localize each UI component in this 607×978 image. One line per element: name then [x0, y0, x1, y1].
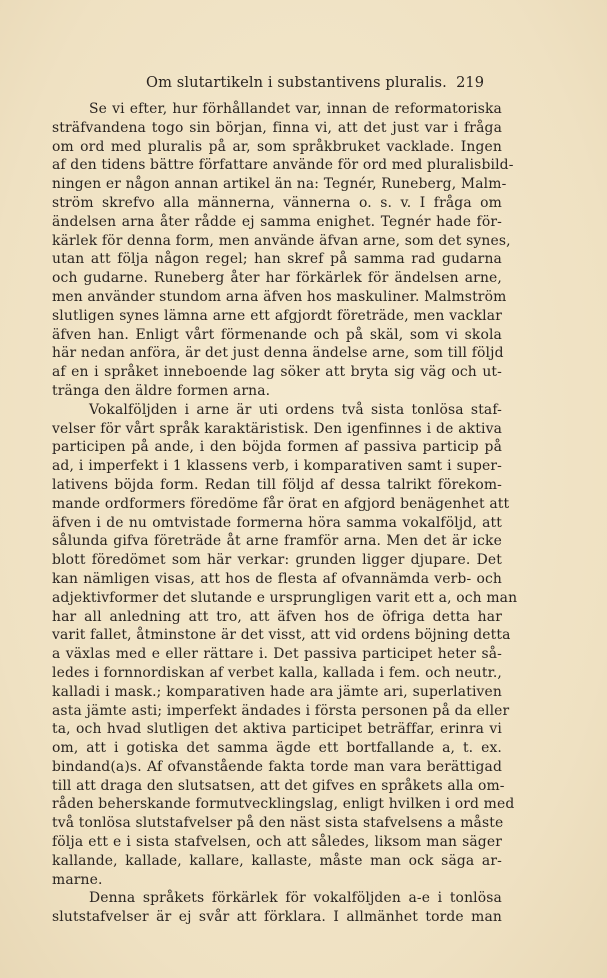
text-line: a växlas med e eller rättare i. Det passiva participet heter så-: [52, 646, 502, 663]
text-line: Se vi efter, hur förhållandet var, innan de reformatoriska: [89, 101, 502, 117]
text-line: af en i språket inneboende lag söker att bryta sig väg och ut-: [52, 364, 502, 381]
text-line: ledes i fornnordiskan af verbet kalla, kallada i fem. och neutr.,: [52, 664, 502, 681]
text-line: kallande, kallade, kallare, kallaste, måste man ock säga ar-: [52, 852, 502, 869]
text-line: participen på ande, i den böjda formen af passiva particip på: [52, 439, 502, 456]
text-line: äfven han. Enligt vårt förmenande och på skäl, som vi skola: [52, 326, 502, 343]
text-line: ändelsen arna åter rådde ej samma enighet. Tegnér hade för-: [52, 213, 502, 230]
text-line: om, att i gotiska det samma ägde ett bortfallande a, t. ex.: [52, 740, 502, 757]
text-line: följa ett e i sista stafvelsen, och att således, liksom man säger: [52, 834, 502, 851]
text-line: ta, och hvad slutligen det aktiva participet beträffar, erinra vi: [52, 721, 502, 738]
running-header: [88, 73, 484, 93]
text-line: adjektivformer det slutande e ursprungligen varit ett a, och man: [52, 589, 518, 606]
text-line: lativens böjda form. Redan till följd af dessa talrikt förekom-: [52, 476, 502, 493]
text-line: till att draga den slutsatsen, att det gifves en språkets alla om-: [52, 777, 505, 794]
text-line: tränga den äldre formen arna.: [52, 382, 271, 399]
text-line: råden beherskande formutvecklingslag, enligt hvilken i ord med: [52, 796, 515, 813]
text-line: äfven i de nu omtvistade formerna höra samma vokalföljd, att: [52, 514, 502, 531]
text-line: om ord med pluralis på ar, som språkbruket vacklade. Ingen: [52, 138, 502, 155]
text-line: slutligen synes lämna arne ett afgjordt företräde, men vacklar: [52, 307, 502, 324]
text-line: har all anledning att tro, att äfven hos de öfriga detta har: [52, 608, 502, 625]
body-text: [52, 100, 518, 927]
running-title: Om slutartikeln i substantivens pluralis.: [146, 74, 447, 91]
text-line: asta jämte asti; imperfekt ändades i första personen på da eller: [52, 702, 510, 719]
text-line: sträfvandena togo sin början, finna vi, att det just var i fråga: [52, 119, 502, 136]
text-line: två tonlösa slutstafvelser på den näst sista stafvelsens a måste: [52, 815, 504, 832]
text-line: kan nämligen visas, att hos de flesta af ofvannämda verb- och: [52, 570, 502, 587]
text-line: marne.: [52, 871, 103, 888]
text-line: velser för vårt språk karaktäristisk. Den igenfinnes i de aktiva: [52, 420, 502, 437]
text-line: här nedan anföra, är det just denna ändelse arne, som till följd: [52, 345, 504, 362]
text-line: kärlek för denna form, men använde äfvan arne, som det synes,: [52, 232, 511, 249]
text-line: ningen er någon annan artikel än na: Tegnér, Runeberg, Malm-: [52, 176, 507, 193]
text-line: utan att följa någon regel; han skref på samma rad gudarna: [52, 251, 502, 268]
text-line: varit fallet, åtminstone är det visst, att vid ordens böjning detta: [52, 627, 511, 644]
page-number: 219: [456, 74, 484, 91]
text-line: slutstafvelser är ej svår att förklara. I allmänhet torde man: [52, 909, 502, 926]
text-line: bindand(a)s. Af ofvanstående fakta torde man vara berättigad: [52, 758, 502, 775]
text-line: sålunda gifva företräde åt arne framför arna. Men det är icke: [52, 533, 502, 550]
text-line: mande ordformers föredöme får örat en afgjord benägenhet att: [52, 495, 510, 512]
text-line: blott föredömet som här verkar: grunden ligger djupare. Det: [52, 552, 502, 569]
text-line: kalladi i mask.; komparativen hade ara jämte ari, superlativen: [52, 683, 502, 700]
text-line: af den tidens bättre författare använde för ord med pluralisbild-: [52, 157, 514, 174]
text-line: Vokalföljden i arne är uti ordens två sista tonlösa staf-: [89, 401, 502, 418]
text-line: ström skrefvo alla männerna, vännerna o. s. v. I fråga om: [52, 194, 502, 211]
text-line: Denna språkets förkärlek för vokalföljden a-e i tonlösa: [89, 890, 502, 907]
text-line: och gudarne. Runeberg åter har förkärlek för ändelsen arne,: [52, 270, 502, 287]
text-line: men använder stundom arna äfven hos maskuliner. Malmström: [52, 288, 507, 305]
text-line: ad, i imperfekt i 1 klassens verb, i komparativen samt i super-: [52, 458, 502, 475]
